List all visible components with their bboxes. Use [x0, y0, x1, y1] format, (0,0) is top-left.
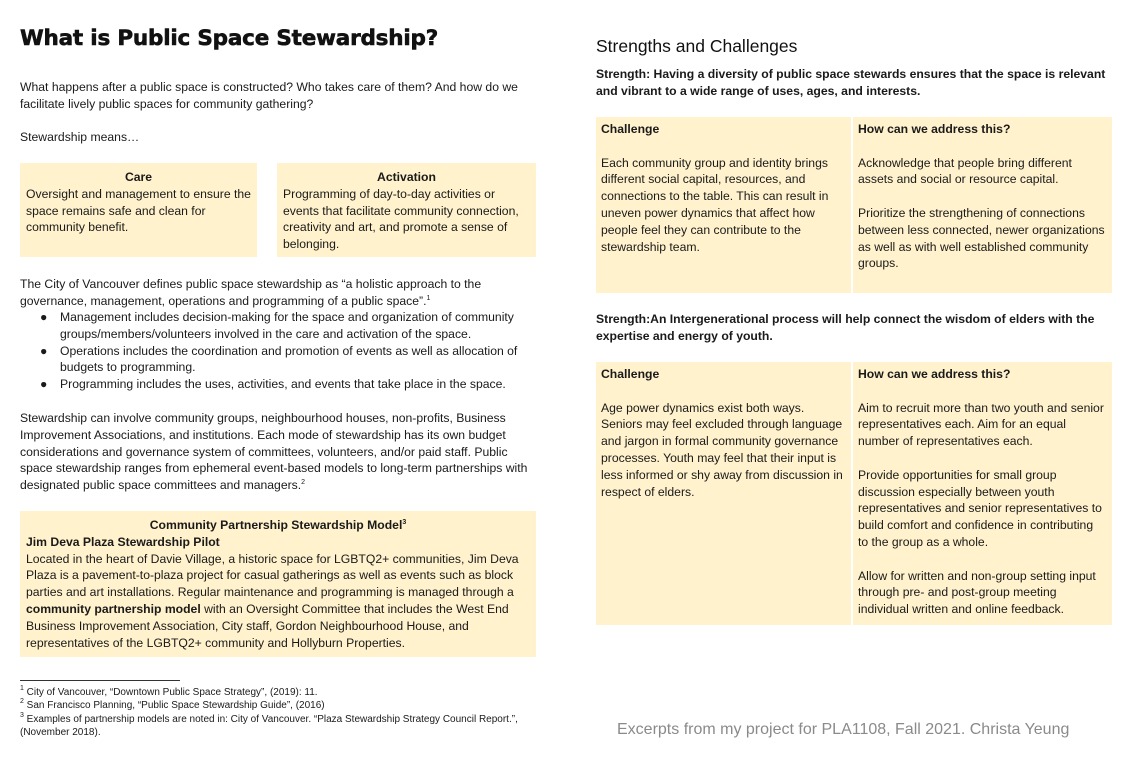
footnote-3: $^3$ Examples of partnership models are noted in: City of Vancouver. “Plaza Stewardship Strategy Council Report.”, (November 2018). [20, 711, 518, 738]
activation-text: Programming of day-to-day activities or events that facilitate community connection, creativity and art, and promote a sense of belonging. [283, 186, 519, 252]
footnote-ref-3: 3 [402, 519, 407, 526]
bullet-item: ● Management includes decision-making for the space and organization of community groups/members/volunteers involved in the care and activation of the space. [40, 310, 514, 341]
challenge-table-2 [596, 362, 1112, 625]
definition-text: The City of Vancouver defines public space stewardship as “a holistic approach to the governance, management, operations and programming of a public space”. [20, 277, 482, 308]
bullet-icon: ● [40, 343, 48, 358]
challenge-column-head: Challenge [601, 122, 660, 136]
address-text: Provide opportunities for small group discussion especially between youth representatives and senior representatives to build comfort and confidence in contributing to the group as a whole. [858, 467, 1102, 549]
activation-box [277, 163, 536, 257]
strength-2: Strength:An Intergenerational process will help connect the wisdom of elders with the expertise and energy of youth. [596, 312, 1095, 343]
credit-caption: Excerpts from my project for PLA1108, Fall 2021. Christa Yeung [617, 721, 1070, 738]
bullet-item: ● Operations includes the coordination and promotion of events as well as allocation of budgets to programming. [40, 343, 518, 375]
page-title: What is Public Space Stewardship? [20, 26, 439, 51]
challenge-column [596, 362, 853, 625]
footnote-2: $^2$ San Francisco Planning, “Public Space Stewardship Guide”, (2016) [20, 698, 325, 712]
stewardship-means-text: Stewardship means… [20, 130, 140, 144]
challenge-text: Age power dynamics exist both ways. Seniors may feel excluded through language and jargon in formal community governance processes. Youth may feel that their input is less informed or shy away from discussion in respect of elders. [601, 400, 843, 499]
definition-paragraph [20, 276, 525, 310]
strengths-heading: Strengths and Challenges [596, 36, 798, 56]
care-heading: Care [124, 170, 153, 184]
address-text: Aim to recruit more than two youth and senior representatives each. Aim for an equal number of representatives each. [858, 400, 1104, 449]
model-subheading: Jim Deva Plaza Stewardship Pilot [26, 534, 220, 549]
footnote-divider [20, 680, 180, 681]
care-text: Oversight and management to ensure the space remains safe and clean for community benefit. [26, 186, 251, 235]
address-column-head: How can we address this? [858, 122, 1011, 136]
bullet-item: ● Programming includes the uses, activities, and events that take place in the space. [40, 377, 506, 392]
footnote-ref-2: 2 [301, 479, 306, 487]
care-box [20, 163, 257, 257]
address-text: Prioritize the strengthening of connections between less connected, newer organizations as well as with well established community groups. [858, 205, 1105, 271]
challenge-column-head: Challenge [601, 367, 660, 381]
challenge-text: Each community group and identity brings different social capital, resources, and connections to the table. This can result in uneven power dynamics that affect how people feel they can contribute to the stewardship team. [601, 155, 829, 254]
intro-paragraph: What happens after a public space is constructed? Who takes care of them? And how do we facilitate lively public spaces for community gathering? [20, 80, 518, 111]
involve-paragraph [20, 410, 532, 494]
definition-bullets [20, 309, 525, 393]
bullet-icon: ● [40, 377, 48, 392]
involve-text: Stewardship can involve community groups, neighbourhood houses, non-profits, Business Improvement Associations, and institutions. Each mode of stewardship has its own budget considerations and governance system of committees, volunteers, and/or paid staff. Public space stewardship ranges from ephemeral event-based models to long-term partnerships with designated public space committees and managers. [20, 411, 528, 493]
footnote-1: $^1$ City of Vancouver, “Downtown Public Space Strategy”, (2019): 11. [20, 685, 318, 698]
address-column [853, 117, 1112, 293]
footnote-ref-1: 1 [426, 294, 431, 302]
challenge-column [596, 117, 853, 293]
model-heading: Community Partnership Stewardship Model$^3$ [149, 518, 407, 532]
activation-heading: Activation [377, 170, 436, 184]
partnership-model-box [20, 511, 536, 657]
strength-1: Strength: Having a diversity of public space stewards ensures that the space is relevant and vibrant to a wide range of uses, ages, and interests. [596, 67, 1106, 98]
address-text: Acknowledge that people bring different assets and social or resource capital. [858, 155, 1072, 187]
address-text: Allow for written and non-group setting input through pre- and post-group meeting individual written and online feedback. [858, 568, 1096, 617]
address-column-head: How can we address this? [858, 367, 1011, 381]
footnotes [20, 686, 540, 739]
bullet-icon: ● [40, 310, 48, 324]
model-text: Located in the heart of Davie Village, a historic space for LGBTQ2+ communities, Jim Deva Plaza is a pavement-to-plaza project for casual gatherings as well as events such as block parties and art installations. Regular maintenance and programming is managed through a community partnership model with an Oversight Committee that includes the West End Business Improvement Association, City staff, Gordon Neighbourhood House, and representatives of the LGBTQ2+ community and Hollyburn Properties. [26, 551, 519, 650]
challenge-table-1 [596, 117, 1112, 293]
address-column [853, 362, 1112, 625]
